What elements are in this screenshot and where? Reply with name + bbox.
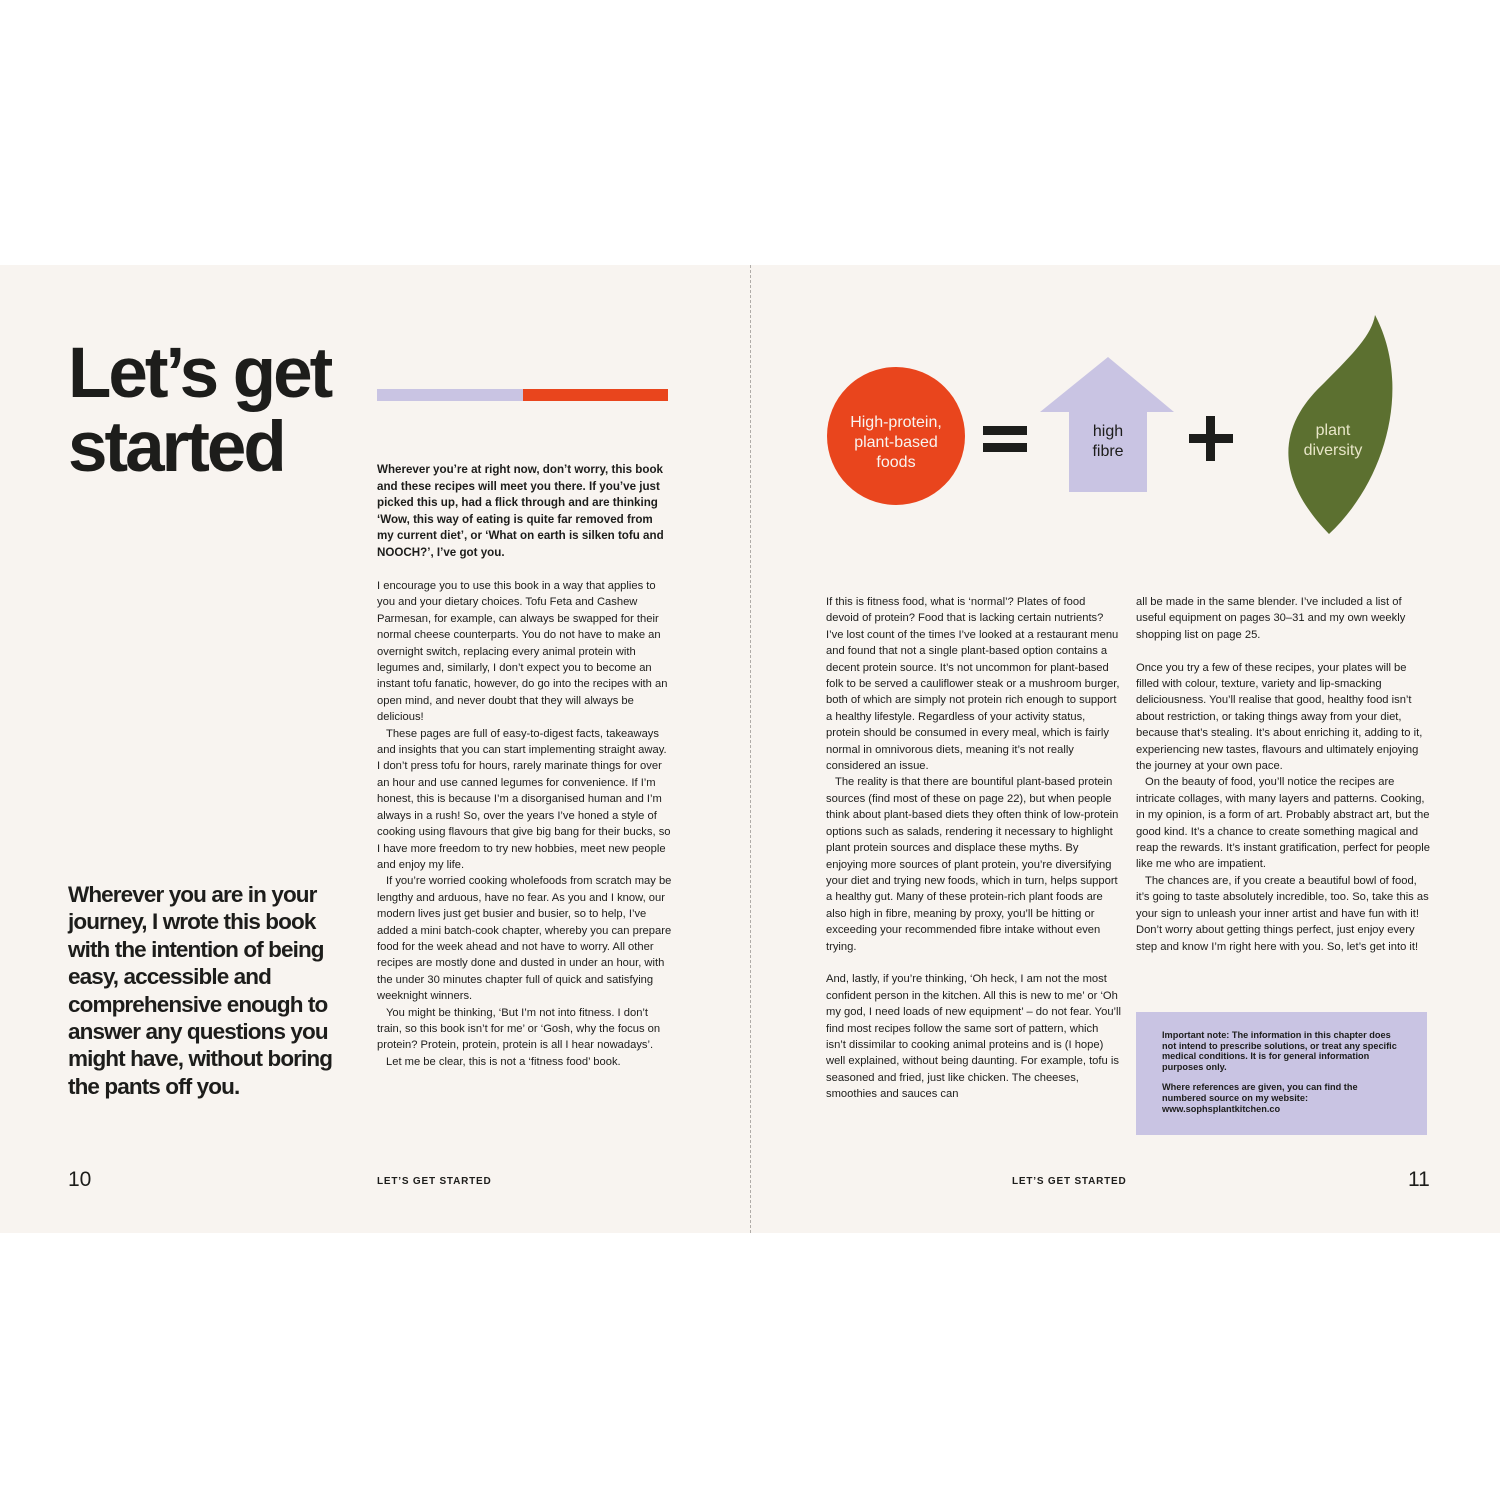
body-paragraph: On the beauty of food, you’ll notice the recipes are intricate collages, with many layers and patterns. Cooking, in my opinion, is a form of art. Probably abstract art, but the good kind. It’s a chance to create something magical and reap the rewards. It’s instant gratification, perfect for people like me who are impatient. [1136,776,1430,871]
page-number-right: 11 [1408,1168,1430,1191]
title-line: Let’s get [68,334,331,413]
body-paragraph: The reality is that there are bountiful plant-based protein sources (find most of these on page 22), but when people think about plant-based diets they often think of low-protein options such as salads, rendering it necessary to highlight plant protein sources and displace these myths. By enjoying more sources of plant protein, you’re diversifying your diet and trying new foods, which in turn, helps support a healthy gut. Many of these protein-rich plant foods are also high in fibre, meaning by proxy, you’ll be hitting or exceeding your recommended fibre intake without even trying. [826,776,1119,953]
book-spread [0,265,1500,1233]
arrow-label [1066,422,1150,462]
page-number-left: 10 [68,1168,92,1191]
arrow-label-line: fibre [1092,443,1124,460]
body-paragraph: These pages are full of easy-to-digest facts, takeaways and insights that you can start implementing straight away. I don’t press tofu for hours, rarely marinate things for over an hour and use canned legumes for convenience. If I’m honest, this is because I’m a disorganised human and I’m always in a rush! So, over the years I’ve honed a style of cooking using flavours that give big bang for their bucks, so I have more freedom to try new hobbies, meet new people and enjoy my life. [377,727,671,871]
page-title [68,334,331,487]
body-paragraph: Let me be clear, this is not a ‘fitness food’ book. [386,1055,621,1068]
body-paragraph: all be made in the same blender. I’ve included a list of useful equipment on pages 30–31 and my own weekly shopping list on page 25. [1136,596,1406,641]
body-paragraph: If this is fitness food, what is ‘normal’? Plates of food devoid of protein? Food that is lacking certain nutrients? I’ve lost count of the times I’ve looked at a restaurant menu and found that not a single plant-based option contains a decent protein source. It’s not uncommon for plant-based folk to be served a cauliflower steak or a mushroom burger, both of which are simply not protein rich enough to support a healthy lifestyle. Regardless of your activity status, protein should be consumed in every meal, which is fairly normal in omnivorous diets, meaning it’s not really considered an issue. [826,596,1120,773]
pull-quote: Wherever you are in your journey, I wrote this book with the intention of being easy, accessible and comprehensive enough to answer any questions you might have, without boring the pants off you. [68,882,333,1099]
page-gutter [750,265,751,1233]
decorative-bar-red [523,389,668,401]
important-note-box [1136,1012,1427,1135]
running-head-right: LET’S GET STARTED [1012,1176,1127,1187]
plus-sign-vertical [1206,416,1215,461]
decorative-bar-lilac [377,389,523,401]
equals-sign-top [983,426,1027,435]
note-paragraph: Important note: The information in this chapter does not intend to prescribe solutions, or treat any specific medical conditions. It is for general information purposes only. [1162,1030,1397,1072]
body-paragraph: If you’re worried cooking wholefoods from scratch may be lengthy and arduous, have no fear. As you and I know, our modern lives just get busier and busier, so to help, I’ve added a mini batch-cook chapter, whereby you can prepare food for the week ahead and not have to worry. All other recipes are mostly done and dusted in under an hour, with the under 30 minutes chapter full of quick and satisfying weeknight winners. [377,875,672,1003]
leaf-label-line: plant [1315,422,1351,439]
leaf-label [1286,421,1380,461]
body-paragraph: The chances are, if you create a beautiful bowl of food, it’s going to taste absolutely incredible, too. So, take this as your sign to unleash your inner artist and have fun with it! Don’t worry about getting things perfect, just enjoy every step and know I’m right here with you. So, let’s get into it! [1136,874,1429,953]
circle-label [826,413,966,473]
body-paragraph: And, lastly, if you’re thinking, ‘Oh heck, I am not the most confident person in the kitchen. All this is new to me’ or ‘Oh my god, I need loads of new equipment’ – do not fear. You’ll find most recipes follow the same sort of pattern, which isn’t dissimilar to cooking animal proteins and is (I hope) well explained, without being daunting. For example, tofu is seasoned and fried, just like chicken. The cheeses, smoothies and sauces can [826,973,1122,1101]
equals-sign-bottom [983,443,1027,452]
title-line: started [68,408,284,487]
running-head-left: LET’S GET STARTED [377,1176,492,1187]
note-paragraph: Where references are given, you can find the numbered source on my website: www.sophsplantkitchen.co [1162,1082,1358,1114]
circle-label-line: High-protein, [850,414,942,431]
equation-diagram [812,305,1412,545]
arrow-label-line: high [1092,423,1124,440]
circle-label-line: foods [876,454,916,471]
right-body-column-2 [1136,594,1431,955]
left-body-column [377,578,672,1070]
circle-label-line: plant-based [854,434,938,451]
intro-paragraph: Wherever you’re at right now, don’t worry, this book and these recipes will meet you there. If you’ve just picked this up, had a flick through and are thinking ‘Wow, this way of eating is quite far removed from my current diet’, or ‘What on earth is silken tofu and NOOCH?’, I’ve got you. [377,463,664,559]
leaf-label-line: diversity [1303,442,1363,459]
body-paragraph: I encourage you to use this book in a way that applies to you and your dietary choices. Tofu Feta and Cashew Parmesan, for example, can always be swapped for their normal cheese counterparts. You do not have to make an overnight switch, replacing every animal protein with legumes and, similarly, I don’t expect you to become an instant tofu fanatic, however, do go into the recipes with an open mind, and never doubt that they will always be delicious! [377,580,668,724]
right-body-column-1 [826,594,1121,1103]
body-paragraph: You might be thinking, ‘But I’m not into fitness. I don’t train, so this book isn’t for me’ or ‘Gosh, why the focus on protein? Protein, protein, protein is all I hear nowadays’. [377,1006,661,1052]
body-paragraph: Once you try a few of these recipes, your plates will be filled with colour, texture, variety and lip-smacking deliciousness. You’ll realise that good, healthy food isn’t about restriction, or taking things away from your diet, because that’s stealing. It’s about enriching it, adding to it, experiencing new tastes, flavours and ultimately enjoying the journey at your own pace. [1136,661,1423,773]
